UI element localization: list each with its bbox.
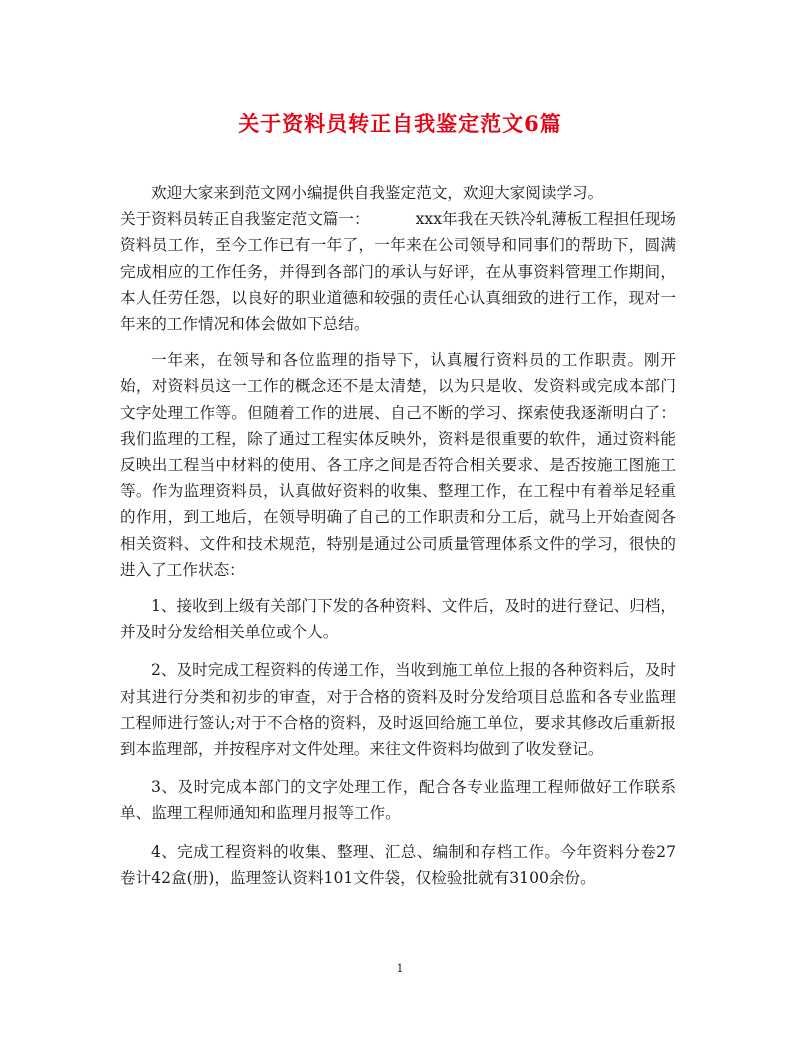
document-body: [120, 180, 676, 891]
intro-paragraph: 欢迎大家来到范文网小编提供自我鉴定范文，欢迎大家阅读学习。: [151, 184, 604, 202]
list-item-1: 1、接收到上级有关部门下发的各种资料、文件后，及时的进行登记、归档，并及时分发给相关单位或个人。: [120, 597, 676, 642]
section-one-paragraph: [120, 206, 676, 337]
list-item-3: 3、及时完成本部门的文字处理工作，配合各专业监理工程师做好工作联系单、监理工程师通知和监理月报等工作。: [120, 778, 676, 823]
list-item-4: 4、完成工程资料的收集、整理、汇总、编制和存档工作。今年资料分卷27卷计42盒(册)，监理签认资料101文件袋，仅检验批就有3100余份。: [120, 842, 676, 887]
list-item-2: 2、及时完成工程资料的传递工作，当收到施工单位上报的各种资料后，及时对其进行分类和初步的审查，对于合格的资料及时分发给项目总监和各专业监理工程师进行签认;对于不合格的资料，及时返回给施工单位，要求其修改后重新报到本监理部，并按程序对文件处理。来往文件资料均做到了收发登记。: [120, 661, 676, 759]
page-number: 1: [396, 962, 404, 975]
section-heading: 关于资料员转正自我鉴定范文篇一：: [120, 210, 370, 229]
section-body: xxx年我在天铁冷轧薄板工程担任现场资料员工作，至今工作已有一年了，一年来在公司领导和同事们的帮助下，圆满完成相应的工作任务，并得到各部门的承认与好评，在从事资料管理工作期间，本人任劳任怨，以良好的职业道德和较强的责任心认真细致的进行工作，现对一年来的工作情况和体会做如下总结。: [120, 210, 676, 334]
body-paragraph: 一年来，在领导和各位监理的指导下，认真履行资料员的工作职责。刚开始，对资料员这一工作的概念还不是太清楚，以为只是收、发资料或完成本部门文字处理工作等。但随着工作的进展、自己不断的学习、探索使我逐渐明白了：我们监理的工程，除了通过工程实体反映外，资料是很重要的软件，通过资料能反映出工程当中材料的使用、各工序之间是否符合相关要求、是否按施工图施工等。作为监理资料员，认真做好资料的收集、整理工作，在工程中有着举足轻重的作用，到工地后，在领导明确了自己的工作职责和分工后，就马上开始查阅各相关资料、文件和技术规范，特别是通过公司质量管理体系文件的学习，很快的进入了工作状态：: [120, 351, 676, 579]
document-title: 关于资料员转正自我鉴定范文6篇: [238, 111, 562, 136]
